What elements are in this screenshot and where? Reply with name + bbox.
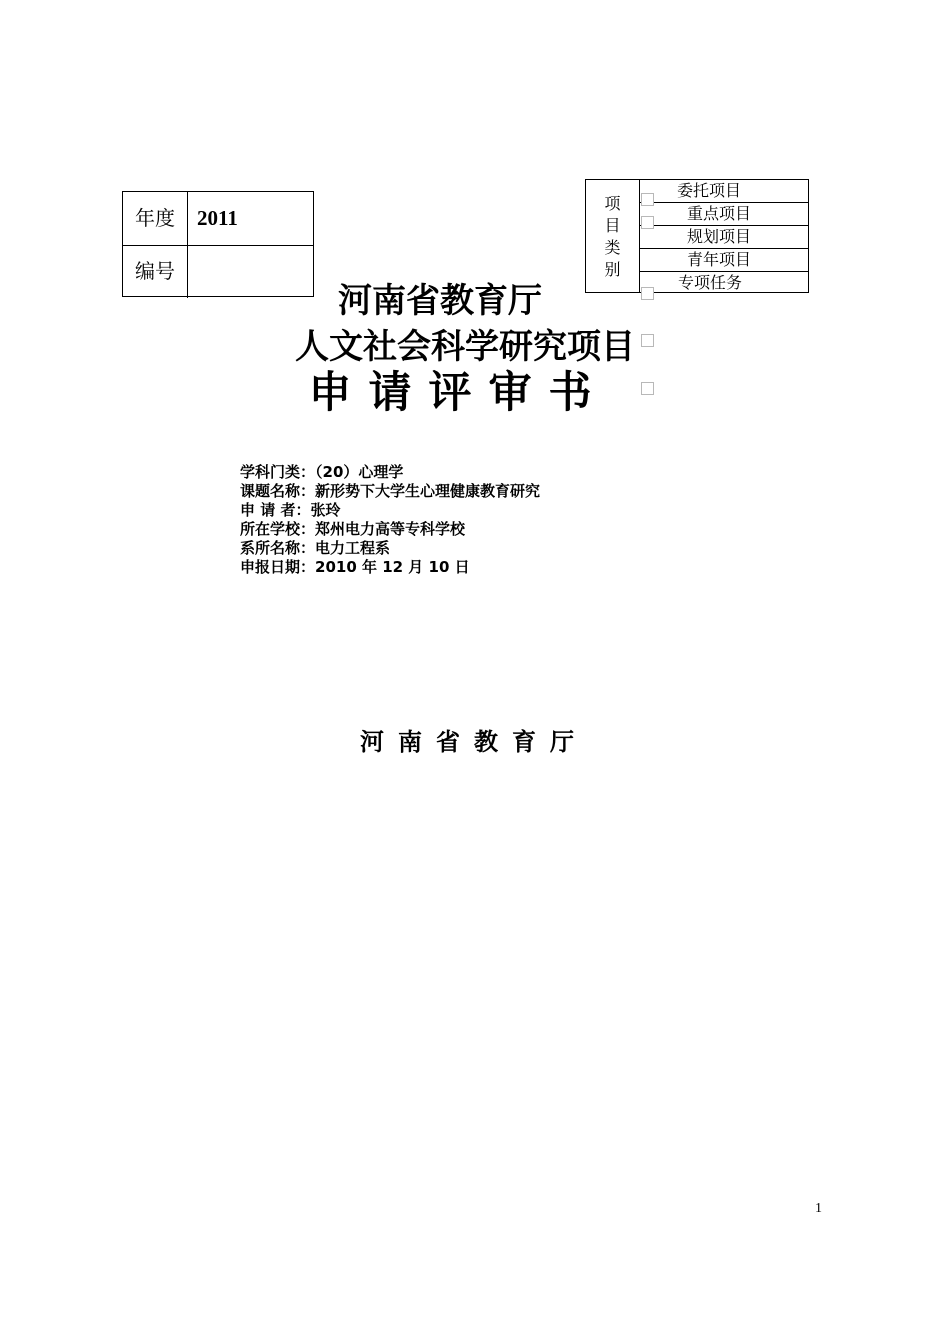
title-line-3: 申请评审书 <box>308 368 609 418</box>
category-heading-char: 类 <box>604 238 621 257</box>
issuer: 河南省教育厅 <box>360 727 588 756</box>
info-label: 课题名称： <box>240 482 316 500</box>
info-line-department <box>240 539 540 558</box>
info-value: 郑州电力高等专科学校 <box>315 520 466 538</box>
info-label: 所在学校： <box>240 520 316 538</box>
year-row <box>123 192 313 246</box>
category-option-commissioned <box>640 180 808 202</box>
number-label: 编号 <box>123 245 188 298</box>
year-label: 年度 <box>123 192 188 245</box>
info-value: 张玲 <box>310 501 341 519</box>
category-option-label: 规划项目 <box>687 227 752 246</box>
checkbox-commissioned[interactable] <box>641 193 654 206</box>
category-heading-char: 别 <box>604 260 621 279</box>
info-line-date <box>240 558 540 577</box>
category-option-label: 重点项目 <box>687 204 752 223</box>
info-value: 电力工程系 <box>315 539 391 557</box>
info-label: 系所名称： <box>240 539 316 557</box>
category-option-planning <box>640 226 808 248</box>
info-value: 新形势下大学生心理健康教育研究 <box>315 482 541 500</box>
info-label: 申 请 者： <box>240 501 311 519</box>
checkbox-key[interactable] <box>641 216 654 229</box>
info-line-applicant <box>240 501 540 520</box>
category-option-youth <box>640 249 808 271</box>
category-heading-char: 项 <box>604 194 621 213</box>
category-option-label: 青年项目 <box>687 250 752 269</box>
category-option-label: 专项任务 <box>678 273 743 292</box>
info-line-discipline <box>240 463 540 482</box>
info-label: 申报日期： <box>240 558 316 576</box>
category-option-label: 委托项目 <box>677 181 742 200</box>
info-line-school <box>240 520 540 539</box>
title-line-1: 河南省教育厅 <box>338 281 542 321</box>
category-heading-char: 目 <box>604 216 621 235</box>
info-value: （20）心理学 <box>315 463 404 481</box>
info-value: 2010 年 12 月 10 日 <box>315 558 470 576</box>
page-number: 1 <box>815 1201 822 1216</box>
title-line-2: 人文社会科学研究项目 <box>295 327 635 367</box>
applicant-info <box>240 463 540 577</box>
year-value: 2011 <box>197 206 238 230</box>
category-option-key <box>640 203 808 225</box>
info-line-topic <box>240 482 540 501</box>
info-label: 学科门类： <box>240 463 316 481</box>
